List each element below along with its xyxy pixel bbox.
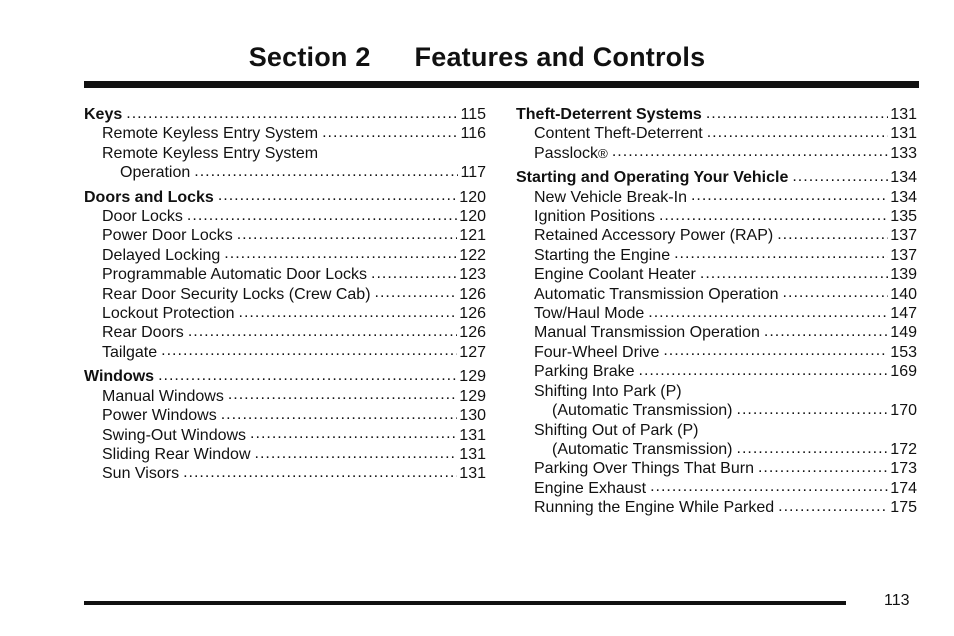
toc-entry-label: (Automatic Transmission) bbox=[552, 440, 733, 458]
toc-entry-label: Sun Visors bbox=[102, 465, 180, 483]
dot-leader bbox=[777, 226, 888, 240]
toc-entry[interactable] bbox=[516, 421, 917, 440]
toc-entry-page: 134 bbox=[890, 188, 917, 206]
dot-leader bbox=[239, 304, 458, 318]
toc-entry-page: 122 bbox=[459, 246, 486, 264]
toc-entry-label: Power Door Locks bbox=[102, 227, 233, 245]
toc-entry-page: 169 bbox=[890, 363, 917, 381]
toc-entry-page: 133 bbox=[890, 144, 917, 162]
toc-entry-page: 131 bbox=[459, 426, 486, 444]
dot-leader bbox=[674, 246, 888, 260]
toc-entry-label: Parking Over Things That Burn bbox=[534, 460, 754, 478]
dot-leader bbox=[161, 343, 457, 357]
toc-entry[interactable] bbox=[84, 246, 486, 265]
dot-leader bbox=[375, 285, 458, 299]
dot-leader bbox=[250, 426, 457, 440]
toc-entry-page: 120 bbox=[459, 208, 486, 226]
toc-entry-label: Swing-Out Windows bbox=[102, 426, 247, 444]
toc-entry-label: Programmable Automatic Door Locks bbox=[102, 266, 367, 284]
toc-entry[interactable] bbox=[84, 445, 486, 464]
dot-leader bbox=[639, 362, 889, 376]
toc-entry-label: (Automatic Transmission) bbox=[552, 402, 733, 420]
toc-entry-page: 115 bbox=[460, 106, 486, 123]
toc-entry-label: Parking Brake bbox=[534, 363, 635, 381]
toc-entry-page: 137 bbox=[890, 246, 917, 264]
dot-leader bbox=[764, 323, 888, 337]
toc-entry-label: Rear Doors bbox=[102, 324, 184, 342]
dot-leader bbox=[659, 207, 888, 221]
section-name: Features and Controls bbox=[414, 42, 706, 72]
toc-entry-label: Tow/Haul Mode bbox=[534, 305, 645, 323]
toc-entry-page: 131 bbox=[890, 106, 917, 123]
toc-section-entry[interactable] bbox=[84, 188, 486, 207]
dot-leader bbox=[612, 144, 888, 158]
toc-entry[interactable] bbox=[84, 304, 486, 323]
toc-section-entry[interactable] bbox=[84, 367, 486, 386]
toc-entry[interactable] bbox=[516, 498, 917, 517]
toc-entry-label: Lockout Protection bbox=[102, 305, 235, 323]
toc-entry[interactable] bbox=[516, 246, 917, 265]
toc-entry-label: Content Theft-Deterrent bbox=[534, 125, 703, 143]
toc-section-entry[interactable] bbox=[516, 105, 917, 124]
toc-entry-page: 130 bbox=[459, 407, 486, 425]
toc-entry[interactable] bbox=[516, 304, 917, 323]
bottom-rule bbox=[84, 601, 846, 605]
toc-entry-page: 123 bbox=[459, 266, 486, 284]
dot-leader bbox=[371, 265, 457, 279]
toc-entry-label: Remote Keyless Entry System bbox=[102, 144, 319, 162]
dot-leader bbox=[783, 285, 889, 299]
dot-leader bbox=[650, 479, 888, 493]
dot-leader bbox=[218, 188, 457, 202]
toc-entry[interactable] bbox=[516, 401, 917, 420]
toc-entry[interactable] bbox=[84, 285, 486, 304]
toc-entry-label: Keys bbox=[84, 106, 123, 123]
toc-entry-label: Doors and Locks bbox=[84, 188, 214, 206]
toc-entry-page: 147 bbox=[890, 305, 917, 323]
toc-entry-page: 126 bbox=[459, 324, 486, 342]
dot-leader bbox=[663, 343, 888, 357]
toc-entry-label: Ignition Positions bbox=[534, 208, 655, 226]
toc-entry-label: Automatic Transmission Operation bbox=[534, 285, 779, 303]
toc-entry[interactable] bbox=[84, 406, 486, 425]
toc-section-entry[interactable] bbox=[516, 168, 917, 187]
toc-entry-page: 121 bbox=[459, 227, 486, 245]
toc-entry-label: Engine Exhaust bbox=[534, 479, 647, 497]
toc-entry-page: 153 bbox=[890, 343, 917, 361]
toc-entry-page: 173 bbox=[890, 460, 917, 478]
section-number: Section 2 bbox=[248, 42, 371, 72]
toc-entry[interactable] bbox=[516, 207, 917, 226]
toc-entry-label: Remote Keyless Entry System bbox=[102, 125, 319, 143]
toc-entry[interactable] bbox=[516, 440, 917, 459]
toc-entry[interactable] bbox=[516, 124, 917, 143]
toc-entry-label: New Vehicle Break-In bbox=[534, 188, 687, 206]
registered-mark: ® bbox=[598, 145, 608, 161]
toc-entry-label: Manual Windows bbox=[102, 387, 224, 405]
toc-right-column bbox=[516, 105, 917, 518]
toc-entry[interactable] bbox=[84, 464, 486, 483]
toc-entry[interactable] bbox=[516, 144, 917, 163]
toc-entry[interactable] bbox=[84, 226, 486, 245]
toc-entry-label: Operation bbox=[120, 164, 191, 182]
toc-entry[interactable] bbox=[516, 188, 917, 207]
dot-leader bbox=[778, 498, 888, 512]
toc-entry[interactable] bbox=[84, 265, 486, 284]
toc-entry-label: Sliding Rear Window bbox=[102, 445, 251, 463]
toc-left-column bbox=[84, 105, 486, 484]
toc-entry-page: 116 bbox=[460, 125, 486, 143]
toc-entry-page: 129 bbox=[459, 368, 486, 386]
toc-entry[interactable] bbox=[516, 459, 917, 478]
toc-entry-page: 172 bbox=[890, 440, 917, 458]
toc-entry-label: Running the Engine While Parked bbox=[534, 499, 775, 517]
toc-entry-label: Windows bbox=[84, 368, 155, 386]
toc-entry-label: Rear Door Security Locks (Crew Cab) bbox=[102, 285, 371, 303]
toc-entry[interactable] bbox=[516, 285, 917, 304]
dot-leader bbox=[187, 207, 457, 221]
toc-entry-page: 131 bbox=[459, 465, 486, 483]
dot-leader bbox=[183, 464, 457, 478]
section-title bbox=[0, 42, 954, 73]
dot-leader bbox=[224, 246, 457, 260]
toc-entry-label: Tailgate bbox=[102, 343, 158, 361]
toc-entry[interactable] bbox=[84, 323, 486, 342]
toc-entry-label: Delayed Locking bbox=[102, 246, 221, 264]
toc-entry-page: 134 bbox=[890, 169, 917, 187]
toc-entry-page: 174 bbox=[890, 479, 917, 497]
dot-leader bbox=[228, 387, 457, 401]
dot-leader bbox=[691, 188, 888, 202]
toc-entry[interactable] bbox=[84, 144, 486, 163]
toc-entry[interactable] bbox=[516, 343, 917, 362]
toc-entry-label: Four-Wheel Drive bbox=[534, 343, 660, 361]
toc-entry-page: 131 bbox=[890, 125, 917, 143]
toc-entry-page: 170 bbox=[890, 402, 917, 420]
toc-entry-label: Passlock bbox=[534, 144, 599, 162]
toc-entry[interactable] bbox=[84, 207, 486, 226]
toc-entry-page: 120 bbox=[459, 188, 486, 206]
dot-leader bbox=[737, 440, 889, 454]
page-number: 113 bbox=[884, 592, 910, 609]
toc-entry[interactable] bbox=[516, 265, 917, 284]
toc-entry[interactable] bbox=[84, 387, 486, 406]
dot-leader bbox=[126, 105, 458, 119]
toc-entry[interactable] bbox=[516, 226, 917, 245]
toc-entry-label: Shifting Out of Park (P) bbox=[534, 421, 699, 439]
toc-entry[interactable] bbox=[516, 362, 917, 381]
toc-entry-label: Power Windows bbox=[102, 407, 217, 425]
toc-entry-page: 175 bbox=[890, 499, 917, 517]
toc-entry-page: 139 bbox=[890, 266, 917, 284]
dot-leader bbox=[792, 168, 888, 182]
toc-entry-page: 126 bbox=[459, 285, 486, 303]
toc-entry-label: Engine Coolant Heater bbox=[534, 266, 696, 284]
dot-leader bbox=[700, 265, 888, 279]
dot-leader bbox=[322, 124, 458, 138]
dot-leader bbox=[758, 459, 888, 473]
dot-leader bbox=[237, 226, 458, 240]
dot-leader bbox=[255, 445, 458, 459]
toc-entry[interactable] bbox=[516, 479, 917, 498]
dot-leader bbox=[194, 163, 458, 177]
toc-entry-label: Retained Accessory Power (RAP) bbox=[534, 227, 774, 245]
toc-entry-page: 137 bbox=[890, 227, 917, 245]
toc-entry-page: 149 bbox=[890, 324, 917, 342]
toc-entry-page: 129 bbox=[459, 387, 486, 405]
toc-entry-label: Starting and Operating Your Vehicle bbox=[516, 169, 789, 187]
toc-entry-label: Shifting Into Park (P) bbox=[534, 382, 682, 400]
toc-entry-page: 127 bbox=[459, 343, 486, 361]
toc-entry-label: Door Locks bbox=[102, 208, 183, 226]
toc-entry-page: 131 bbox=[459, 445, 486, 463]
dot-leader bbox=[158, 367, 457, 381]
toc-entry[interactable] bbox=[84, 426, 486, 445]
dot-leader bbox=[188, 323, 457, 337]
toc-entry-page: 126 bbox=[459, 305, 486, 323]
toc-entry-page: 135 bbox=[890, 208, 917, 226]
top-rule bbox=[84, 81, 919, 88]
dot-leader bbox=[737, 401, 889, 415]
toc-entry-label: Theft-Deterrent Systems bbox=[516, 106, 702, 123]
toc-section-entry[interactable] bbox=[84, 105, 486, 124]
toc-entry-label: Starting the Engine bbox=[534, 246, 671, 264]
toc-entry[interactable] bbox=[84, 124, 486, 143]
toc-entry-page: 140 bbox=[890, 285, 917, 303]
dot-leader bbox=[706, 105, 888, 119]
dot-leader bbox=[648, 304, 888, 318]
toc-entry[interactable] bbox=[84, 343, 486, 362]
toc-entry[interactable] bbox=[84, 163, 486, 182]
toc-entry-page: 117 bbox=[460, 164, 486, 182]
dot-leader bbox=[707, 124, 889, 138]
dot-leader bbox=[221, 406, 458, 420]
toc-entry[interactable] bbox=[516, 382, 917, 401]
toc-entry[interactable] bbox=[516, 323, 917, 342]
toc-entry-label: Manual Transmission Operation bbox=[534, 324, 760, 342]
